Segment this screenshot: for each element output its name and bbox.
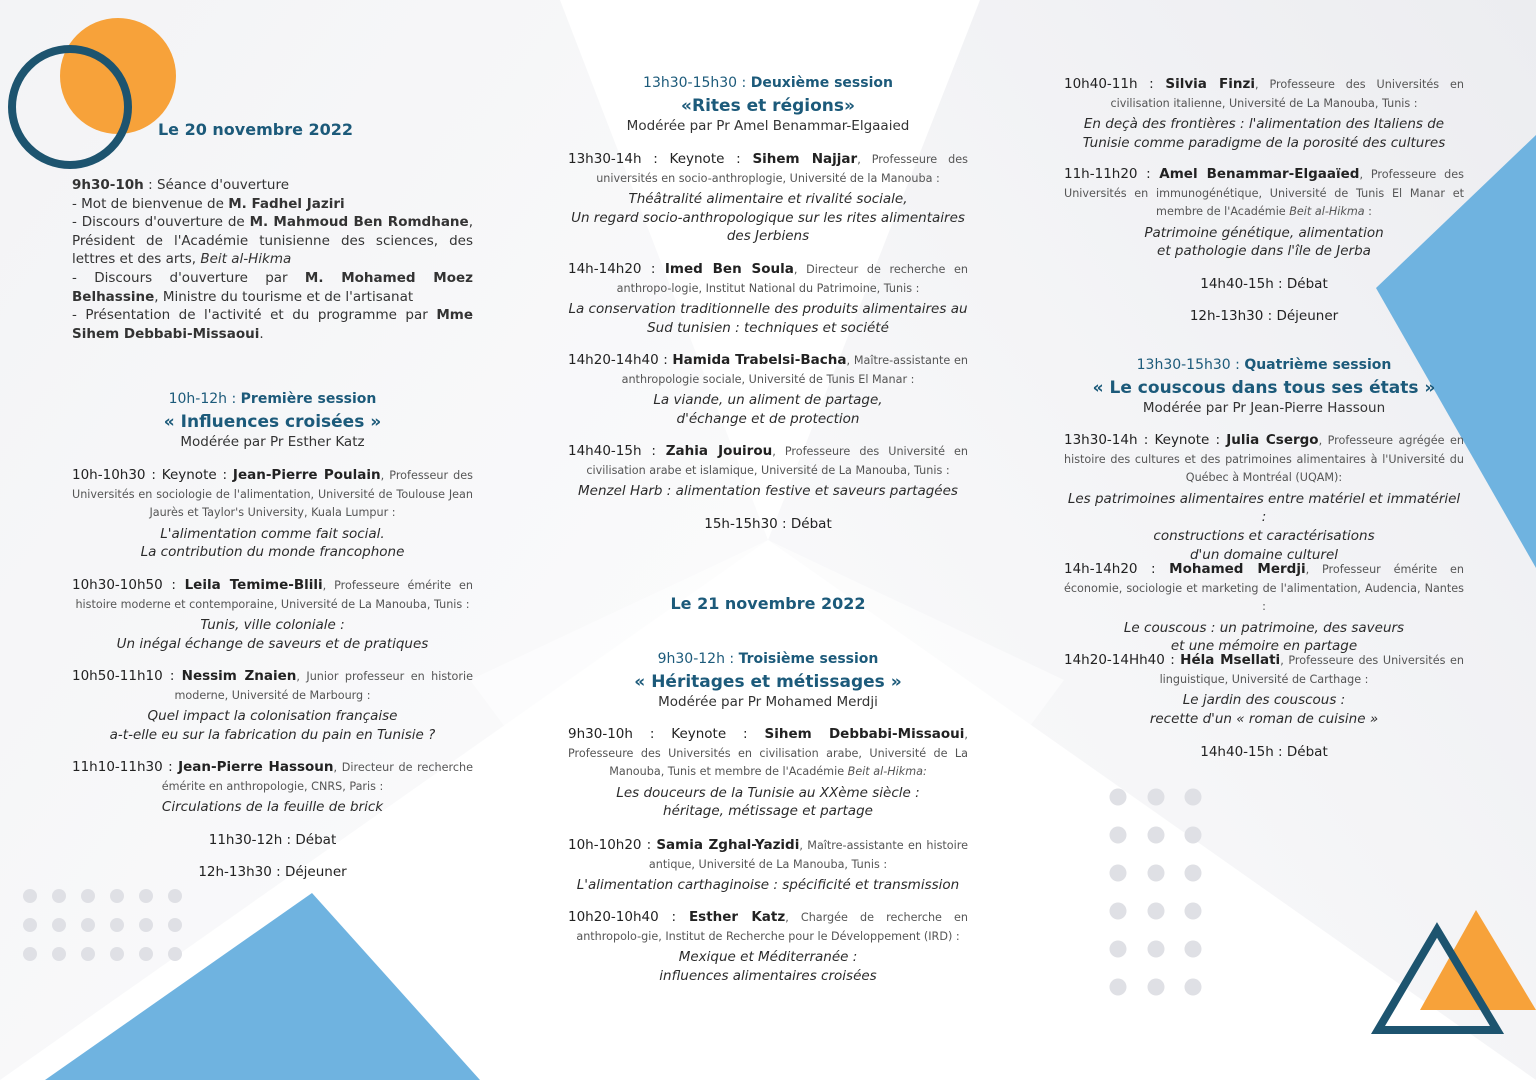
talk-affiliation: , Professeur émérite en économie, sociologie et marketing de l'alimentation, Audencia, Nantes : [1064, 563, 1464, 614]
speech1-speaker: M. Mahmoud Ben Romdhane [249, 214, 469, 231]
talk-title [72, 616, 473, 653]
talk-header [568, 836, 968, 874]
session2-time-label: 13h30-15h30 : Deuxième session [643, 75, 893, 91]
talk-header: 11h-11h20 : Amel Benammar-Elgaaïed, Professeure des Universités en immunogénétique, Université de Tunis El Manar et membre de l'Académie Beit al-Hikma : [1064, 166, 1464, 219]
talk-time: 10h-10h20 : [568, 837, 657, 853]
talk-time: 11h-11h20 : [1064, 166, 1160, 182]
talk-title-line: Le couscous : un patrimoine, des saveurs [1123, 619, 1405, 636]
day-two-date: Le 21 novembre 2022 [670, 594, 866, 613]
talk-speaker: Samia Zghal-Yazidi [656, 837, 800, 853]
talk-title-line: Tunisie comme paradigme de la porosité des cultures [1082, 134, 1446, 151]
talk-affiliation: , Professeure des Universités en immunogénétique, Université de Tunis El Manar et membre de l'Académie [1064, 168, 1464, 219]
talk-speaker: Leila Temime-Blili [184, 577, 323, 593]
talk-ben-soula [568, 260, 968, 337]
session3-title: « Héritages et métissages » [634, 672, 902, 692]
talk-time: 10h20-10h40 : [568, 909, 689, 925]
talk-title-line: des Jerbiens [726, 228, 810, 245]
session3-label: Troisième session [738, 651, 879, 667]
talk-title-line: Mexique et Méditerranée : [678, 949, 858, 966]
talk-header [72, 667, 473, 705]
session4-moderator: Modérée par Pr Jean-Pierre Hassoun [1142, 400, 1386, 416]
debate-day1-morning: 11h30-12h : Débat [208, 832, 337, 848]
talk-header [568, 908, 968, 946]
talk-title-line: et pathologie dans l'île de Jerba [1157, 243, 1371, 260]
speech1-text: - Discours d'ouverture de [72, 214, 250, 231]
talk-time: 10h50-11h10 : [72, 668, 182, 684]
talk-title [568, 784, 968, 821]
talk-title-line: Tunis, ville coloniale : [200, 617, 345, 634]
talk-title-line: L'alimentation carthaginoise : spécificité et transmission [576, 877, 960, 894]
talk-title [1064, 224, 1464, 261]
talk-header [72, 758, 473, 796]
talk-finzi [1064, 75, 1464, 152]
speech2-role: , Ministre du tourisme et de l'artisanat [154, 288, 414, 305]
talk-speaker: Amel Benammar-Elgaaïed [1159, 166, 1360, 182]
talk-title-line: constructions et caractérisations [1153, 527, 1375, 544]
talk-temime-blili [72, 576, 473, 653]
talk-time: 14h-14h20 : [568, 261, 665, 277]
session4-time-label: 13h30-15h30 : Quatrième session [1136, 357, 1392, 373]
opening-speech-1 [72, 213, 473, 269]
talk-title-line: Quel impact la colonisation française [147, 708, 398, 725]
talk-speaker: Jean-Pierre Poulain [232, 467, 381, 483]
talk-time: 9h30-10h : Keynote : [568, 726, 765, 742]
session1-time-label: 10h-12h : Première session [168, 391, 377, 407]
talk-affiliation: , Professeure des Universités en civilisation italienne, Université de La Manouba, Tunis : [1110, 78, 1464, 110]
talk-speaker: Sihem Debbabi-Missaoui [764, 726, 965, 742]
talk-affiliation: , Professeure des Université en civilisation arabe et islamique, Université de La Manouba, Tunis : [586, 445, 968, 477]
talk-affiliation: , Professeure des Universités en linguistique, Université de Carthage : [1159, 654, 1465, 686]
talk-poulain [72, 466, 473, 562]
talk-title [1064, 691, 1464, 728]
talk-title-line: d'échange et de protection [676, 410, 860, 427]
talk-title-line: Un regard socio-anthropologique sur les rites alimentaires [571, 209, 965, 226]
talk-speaker: Esther Katz [688, 909, 786, 925]
speech2-text: - Discours d'ouverture par [72, 269, 305, 286]
speech2-speaker: M. Mohamed Moez Belhassine [72, 269, 473, 305]
talk-title-line: a-t-elle eu sur la fabrication du pain en Tunisie ? [109, 726, 436, 743]
session2-label: Deuxième session [750, 75, 893, 91]
lunch-day1: 12h-13h30 : Déjeuner [198, 864, 347, 880]
talk-katz [568, 908, 968, 985]
talk-title-line: Circulations de la feuille de brick [161, 799, 384, 816]
session1-title: « Influences croisées » [163, 412, 382, 432]
session4-title: « Le couscous dans tous ses états » [1092, 378, 1436, 398]
talk-title-line: Théâtralité alimentaire et rivalité sociale, [628, 191, 908, 208]
talk-header [568, 351, 968, 389]
talk-title-line: d'un domaine culturel [1189, 546, 1339, 563]
talk-time: 10h40-11h : [1064, 76, 1166, 92]
presentation-speaker: Mme Sihem Debbabi-Missaoui [72, 307, 473, 342]
talk-affiliation: , Directeur de recherche émérite en anthropologie, CNRS, Paris : [161, 761, 474, 793]
talk-time: 14h-14h20 : [1064, 561, 1170, 577]
talk-speaker: Imed Ben Soula [664, 261, 794, 277]
talk-header [568, 725, 968, 782]
session2-time: 13h30-15h30 [643, 75, 738, 91]
talk-header [1064, 560, 1464, 617]
opening-line: 9h30-10h : Séance d'ouverture [72, 177, 290, 193]
talk-time: 10h-10h30 : Keynote : [72, 467, 233, 483]
talk-title [568, 876, 968, 895]
talk-title-line: influences alimentaires croisées [659, 967, 877, 984]
opening-presentation [72, 306, 473, 343]
talk-speaker: Héla Msellati [1180, 652, 1281, 668]
talk-title [1064, 490, 1464, 564]
talk-header [1064, 75, 1464, 113]
talk-title-line: Sud tunisien : techniques et société [647, 319, 889, 336]
opening-time: 9h30-10h [72, 177, 144, 193]
talk-affiliation: , Professeure émérite en histoire moderne et contemporaine, Université de La Manouba, Tunis : [75, 579, 474, 611]
talk-title-line: Menzel Harb : alimentation festive et saveurs partagées [578, 483, 958, 500]
talk-title [568, 190, 968, 246]
session4-time: 13h30-15h30 [1136, 357, 1231, 373]
talk-affiliation: , Professeur des Universités en sociologie de l'alimentation, Université de Toulouse Jean Jaurès et Taylor's University, Kuala Lumpur : [72, 469, 473, 520]
opening-speech-2 [72, 269, 473, 306]
talk-time: 13h30-14h : Keynote : [1064, 432, 1227, 448]
session3-time: 9h30-12h [657, 651, 725, 667]
talk-hassoun [72, 758, 473, 817]
talk-trabelsi-bacha [568, 351, 968, 428]
talk-title [568, 300, 968, 337]
debate-day1-afternoon: 15h-15h30 : Débat [704, 516, 832, 532]
talk-speaker: Nessim Znaien [181, 668, 297, 684]
talk-csergo [1064, 431, 1464, 564]
talk-header [568, 442, 968, 480]
talk-merdji [1064, 560, 1464, 656]
talk-title-line: Les patrimoines alimentaires entre matériel et immatériel : [1067, 490, 1461, 526]
session3-moderator: Modérée par Pr Mohamed Merdji [658, 694, 878, 710]
talk-title-line: et une mémoire en partage [1170, 638, 1358, 655]
talk-header [1064, 431, 1464, 488]
welcome-speaker: M. Fadhel Jaziri [228, 195, 345, 212]
opening-ceremony [72, 176, 473, 343]
talk-institution: Beit al-Hikma: [847, 765, 927, 779]
talk-title [72, 707, 473, 744]
talk-title-line: recette d'un « roman de cuisine » [1149, 710, 1379, 727]
talk-time: 14h20-14Hh40 : [1064, 652, 1181, 668]
talk-title-line: Un inégal échange de saveurs et de pratiques [116, 635, 429, 652]
talk-time: 11h10-11h30 : [72, 759, 179, 775]
talk-header [568, 260, 968, 298]
debate-day2-afternoon: 14h40-15h : Débat [1200, 744, 1328, 760]
speech1-institution: Beit al-Hikma [200, 251, 292, 268]
session2-title: «Rites et régions» [681, 96, 855, 116]
debate-day2-morning: 14h40-15h : Débat [1200, 276, 1328, 292]
day-one-date: Le 20 novembre 2022 [157, 120, 354, 139]
talk-title [568, 948, 968, 985]
session1-moderator: Modérée par Pr Esther Katz [180, 434, 365, 450]
talk-time: 13h30-14h : Keynote : [568, 151, 753, 167]
session4-label: Quatrième session [1244, 357, 1392, 373]
talk-title-line: L'alimentation comme fait social. [160, 525, 385, 542]
talk-time: 10h30-10h50 : [72, 577, 185, 593]
talk-title-line: héritage, métissage et partage [663, 803, 873, 820]
talk-header [1064, 651, 1464, 689]
talk-title [72, 798, 473, 817]
talk-speaker: Mohamed Merdji [1169, 561, 1306, 577]
talk-time: 14h40-15h : [568, 443, 666, 459]
welcome-text: - Mot de bienvenue de [72, 195, 229, 212]
talk-speaker: Hamida Trabelsi-Bacha [672, 352, 847, 368]
talk-debbabi-missaoui [568, 725, 968, 821]
opening-welcome [72, 195, 473, 214]
talk-speaker: Sihem Najjar [752, 151, 858, 167]
opening-title: Séance d'ouverture [156, 177, 290, 193]
session2-moderator: Modérée par Pr Amel Benammar-Elgaaied [626, 118, 910, 134]
talk-header [568, 150, 968, 188]
talk-affiliation: , Directeur de recherche en anthropo-logie, Institut National du Patrimoine, Tunis : [616, 263, 969, 295]
talk-title-line: La conservation traditionnelle des produits alimentaires au [568, 301, 968, 318]
talk-affiliation: , Professeure des Universités en civilisation arabe, Université de La Manouba, Tunis et membre de l'Académie [568, 728, 968, 779]
talk-title [1064, 115, 1464, 152]
session1-label: Première session [240, 391, 377, 407]
talk-title [568, 391, 968, 428]
talk-msellati [1064, 651, 1464, 728]
talk-institution: Beit al-Hikma [1289, 205, 1365, 219]
talk-title [568, 482, 968, 501]
presentation-period: . [259, 325, 264, 342]
session1-time: 10h-12h [168, 391, 228, 407]
talk-jouirou [568, 442, 968, 501]
talk-affiliation: , Maître-assistante en histoire antique, Université de La Manouba, Tunis : [648, 839, 968, 871]
talk-affiliation: , Junior professeur en historie moderne, Université de Marbourg : [174, 670, 473, 702]
talk-title-line: La viande, un aliment de partage, [653, 392, 883, 409]
talk-title [72, 525, 473, 562]
talk-time: 14h20-14h40 : [568, 352, 673, 368]
talk-title-line: Le jardin des couscous : [1182, 692, 1346, 709]
talk-title-line: Patrimoine génétique, alimentation [1144, 224, 1384, 241]
speech1-role: , Président de l'Académie tunisienne des sciences, des lettres et des arts, [72, 214, 473, 268]
talk-zghal-yazidi [568, 836, 968, 895]
talk-speaker: Zahia Jouirou [665, 443, 773, 459]
talk-affiliation: , Professeure des universités en socio-anthroplogie, Université de la Manouba : [596, 153, 969, 185]
talk-affiliation: , Maître-assistante en anthropologie sociale, Université de Tunis El Manar : [621, 354, 968, 386]
talk-speaker: Jean-Pierre Hassoun [178, 759, 334, 775]
talk-title-line: En deçà des frontières : l'alimentation des Italiens de [1083, 116, 1445, 133]
session3-time-label: 9h30-12h : Troisième session [657, 651, 879, 667]
talk-title-line: Les douceurs de la Tunisie au XXème siècle : [616, 784, 920, 801]
talk-znaien [72, 667, 473, 744]
talk-header [72, 466, 473, 523]
talk-benammar-elgaaied [1064, 165, 1464, 261]
talk-affiliation: , Professeure agrégée en histoire des cultures et des patrimoines alimentaires à l'Université du Québec à Montréal (UQAM): [1064, 434, 1464, 485]
talk-header [72, 576, 473, 614]
talk-najjar [568, 150, 968, 246]
presentation-text: - Présentation de l'activité et du programme par [72, 307, 437, 324]
talk-speaker: Julia Csergo [1226, 432, 1319, 448]
talk-affiliation: , Chargée de recherche en anthropolo-gie, Institut de Recherche pour le Développement (IRD) : [576, 911, 969, 943]
talk-title-line: La contribution du monde francophone [140, 544, 405, 561]
talk-speaker: Silvia Finzi [1165, 76, 1255, 92]
lunch-day2: 12h-13h30 : Déjeuner [1189, 308, 1339, 324]
